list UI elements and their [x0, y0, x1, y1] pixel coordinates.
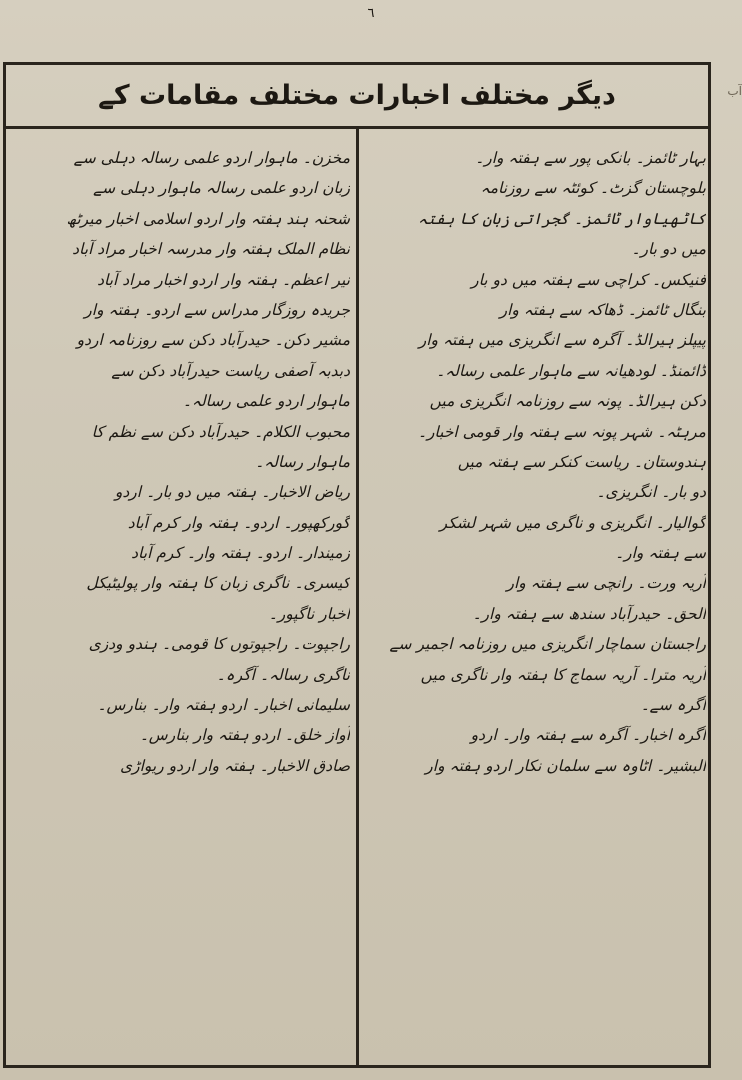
- listing-line: آریہ مترا۔ آریہ سماج کا ہفتہ وار ناگری میں: [420, 665, 706, 684]
- listing-line: مرہٹہ۔ شہر پونہ سے ہفتہ وار قومی اخبار۔: [417, 422, 706, 441]
- listing-line: فنیکس۔ کراچی سے ہفتہ میں دو بار: [471, 270, 706, 289]
- listing-line: راجستان سماچار انگریزی میں روزنامہ اجمیر سے: [389, 635, 706, 654]
- listing-line: ناگری رسالہ۔ آگرہ۔: [216, 665, 350, 684]
- listing-line: جریدہ روزگار مدراس سے اردو۔ ہفتہ وار: [84, 300, 350, 319]
- listing-line: گوالیار۔ انگریزی و ناگری میں شہر لشکر: [439, 513, 706, 532]
- column-divider: [356, 129, 359, 1065]
- listing-line: آگرہ اخبار۔ آگرہ سے ہفتہ وار۔ اردو: [470, 726, 706, 745]
- listing-line: البشیر۔ اٹاوہ سے سلمان نکار اردو ہفتہ وار: [425, 756, 706, 775]
- page-title: دیگر مختلف اخبارات مختلف مقامات کے: [98, 80, 616, 111]
- edge-fragment-text: آب: [727, 84, 742, 98]
- listing-line: نیر اعظم۔ ہفتہ وار اردو اخبار مراد آباد: [97, 270, 350, 289]
- listing-line: بہار ٹائمز۔ بانکی پور سے ہفتہ وار۔: [475, 149, 706, 167]
- listing-line: اخبار ناگپور۔: [268, 604, 350, 623]
- listing-line: میں دو بار۔: [631, 240, 706, 259]
- listing-line: راجپوت۔ راجپوتوں کا قومی۔ ہندو ودزی: [88, 635, 350, 654]
- listing-line: دبدبہ آصفی ریاست حیدرآباد دکن سے: [111, 361, 350, 380]
- listing-line: گورکھپور۔ اردو۔ ہفتہ وار کرم آباد: [127, 513, 350, 532]
- listing-line: ہندوستان۔ ریاست کنکر سے ہفتہ میں: [457, 452, 706, 471]
- left-column: [16, 143, 350, 1061]
- listing-line: شحنہ ہند ہفتہ وار اردو اسلامی اخبار میرٹھ: [66, 209, 350, 228]
- listing-line: نظام الملک ہفتہ وار مدرسہ اخبار مراد آباد: [72, 240, 350, 259]
- listing-line: آریہ ورت۔ رانچی سے ہفتہ وار: [506, 574, 706, 593]
- listing-line: کیسری۔ ناگری زبان کا ہفتہ وار پولیٹیکل: [86, 574, 350, 593]
- listing-line: بلوچستان گزٹ۔ کوئٹہ سے روزنامہ: [480, 179, 706, 198]
- listing-line: زمیندار۔ اردو۔ ہفتہ وار۔ کرم آباد: [131, 544, 350, 563]
- right-column: [370, 143, 706, 1061]
- listing-line: مشیر دکن۔ حیدرآباد دکن سے روزنامہ اردو: [76, 331, 350, 350]
- listing-line: دکن ہیرالڈ۔ پونہ سے روزنامہ انگریزی میں: [429, 392, 706, 411]
- listing-line: محبوب الکلام۔ حیدرآباد دکن سے نظم کا: [91, 422, 350, 441]
- listing-line: الحق۔ حیدرآباد سندھ سے ہفتہ وار۔: [472, 604, 706, 623]
- listing-line: دو بار۔ انگریزی۔: [596, 483, 706, 502]
- listing-line: ماہوار اردو علمی رسالہ۔: [182, 392, 350, 411]
- listing-line: سلیمانی اخبار۔ اردو ہفتہ وار۔ بنارس۔: [97, 696, 350, 715]
- page-number: ٦: [367, 6, 375, 21]
- listing-line: پیپلز ہیرالڈ۔ آگرہ سے انگریزی میں ہفتہ وار: [418, 331, 706, 350]
- listing-line: ڈائمنڈ۔ لودھیانہ سے ماہوار علمی رسالہ۔: [436, 361, 706, 380]
- listing-line: ماہوار رسالہ۔: [255, 452, 350, 471]
- listing-line: آگرہ سے۔: [640, 696, 706, 715]
- listing-line: سے ہفتہ وار۔: [615, 544, 706, 563]
- listing-line: کاٹھیاوار ٹائمز۔ گجراتی زبان کا ہفتہ: [417, 209, 706, 228]
- listing-line: آواز خلق۔ اردو ہفتہ وار بنارس۔: [139, 726, 350, 745]
- listing-line: زبان اردو علمی رسالہ ماہوار دہلی سے: [93, 179, 350, 198]
- article-frame: [3, 62, 711, 1068]
- listing-line: مخزن۔ ماہوار اردو علمی رسالہ دہلی سے: [73, 149, 350, 167]
- listing-line: ریاض الاخبار۔ ہفتہ میں دو بار۔ اردو: [114, 483, 350, 502]
- listing-line: بنگال ٹائمز۔ ڈھاکہ سے ہفتہ وار: [499, 300, 706, 319]
- title-band: [6, 65, 708, 129]
- listing-line: صادق الاخبار۔ ہفتہ وار اردو ریواڑی: [119, 756, 350, 775]
